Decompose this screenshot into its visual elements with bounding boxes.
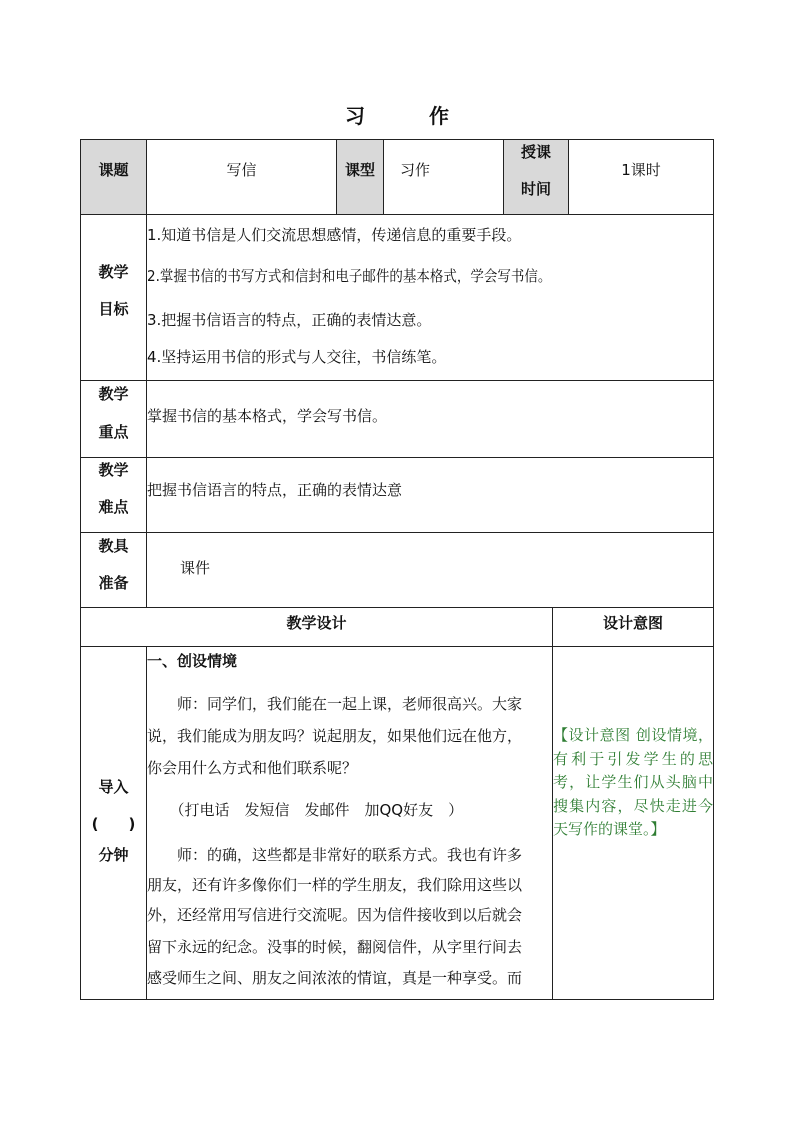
body-line: 朋友，还有许多像你们一样的学生朋友，我们除用这些以 <box>147 876 523 894</box>
materials-label-2: 准备 <box>98 574 129 592</box>
table-border <box>80 646 714 647</box>
time-value: 1课时 <box>621 161 661 179</box>
table-border <box>80 457 714 458</box>
key-points-text: 掌握书信的基本格式，学会写书信。 <box>147 407 388 425</box>
body-line: 外，还经常用写信进行交流呢。因为信件接收到以后就会 <box>147 906 523 924</box>
key-points-label-2: 重点 <box>98 423 129 441</box>
intro-label-1: 导入 <box>98 778 129 796</box>
objective-item: 4.坚持运用书信的形式与人交往，书信练笔。 <box>147 348 447 366</box>
body-line: （打电话 发短信 发邮件 加QQ好友 ） <box>147 801 464 819</box>
design-header-right: 设计意图 <box>602 614 663 632</box>
table-border <box>713 139 714 1000</box>
table-border <box>80 214 714 215</box>
subject-value: 写信 <box>226 161 257 179</box>
section-title: 一、创设情境 <box>147 652 238 670</box>
table-border <box>80 532 714 533</box>
objective-item: 3.把握书信语言的特点，正确的表情达意。 <box>147 311 432 329</box>
difficulties-text: 把握书信语言的特点，正确的表情达意 <box>147 481 403 499</box>
time-label-2: 时间 <box>520 180 551 198</box>
objective-item: 1.知道书信是人们交流思想感情，传递信息的重要手段。 <box>147 226 522 244</box>
type-value: 习作 <box>400 161 431 179</box>
intro-label-2: ( ) <box>91 815 136 833</box>
table-border <box>80 139 714 140</box>
table-border <box>383 139 384 215</box>
type-label: 课型 <box>344 161 375 179</box>
table-border <box>80 380 714 381</box>
intro-label-3: 分钟 <box>98 846 129 864</box>
body-line: 留下永远的纪念。没事的时候，翻阅信件，从字里行间去 <box>147 938 523 956</box>
body-line: 你会用什么方式和他们联系呢？ <box>147 759 358 777</box>
key-points-label-1: 教学 <box>98 385 129 403</box>
subject-label: 课题 <box>98 161 129 179</box>
body-line: 感受师生之间、朋友之间浓浓的情谊，真是一种享受。而 <box>147 969 523 987</box>
design-header-left: 教学设计 <box>286 614 347 632</box>
page-title: 习 作 <box>345 104 449 128</box>
design-intent-text: 【设计意图 创设情境，有利于引发学生的思考，让学生们从头脑中搜集内容，尽快走进今天写作的课堂。】 <box>553 726 713 838</box>
difficulties-label-1: 教学 <box>98 461 129 479</box>
objectives-label-1: 教学 <box>98 263 129 281</box>
body-line: 师：同学们，我们能在一起上课，老师很高兴。大家 <box>147 695 523 713</box>
table-border <box>146 139 147 608</box>
materials-label-1: 教具 <box>98 537 129 555</box>
table-border <box>80 999 714 1000</box>
objective-item: 2.掌握书信的书写方式和信封和电子邮件的基本格式，学会写书信。 <box>147 267 552 285</box>
body-line: 说，我们能成为朋友吗？说起朋友，如果他们远在他方， <box>147 727 523 745</box>
body-line: 师：的确，这些都是非常好的联系方式。我也有许多 <box>147 846 523 864</box>
table-border <box>80 607 714 608</box>
difficulties-label-2: 难点 <box>98 498 129 516</box>
objectives-label-2: 目标 <box>98 300 129 318</box>
time-label-1: 授课 <box>520 143 551 161</box>
materials-text: 课件 <box>180 559 211 577</box>
